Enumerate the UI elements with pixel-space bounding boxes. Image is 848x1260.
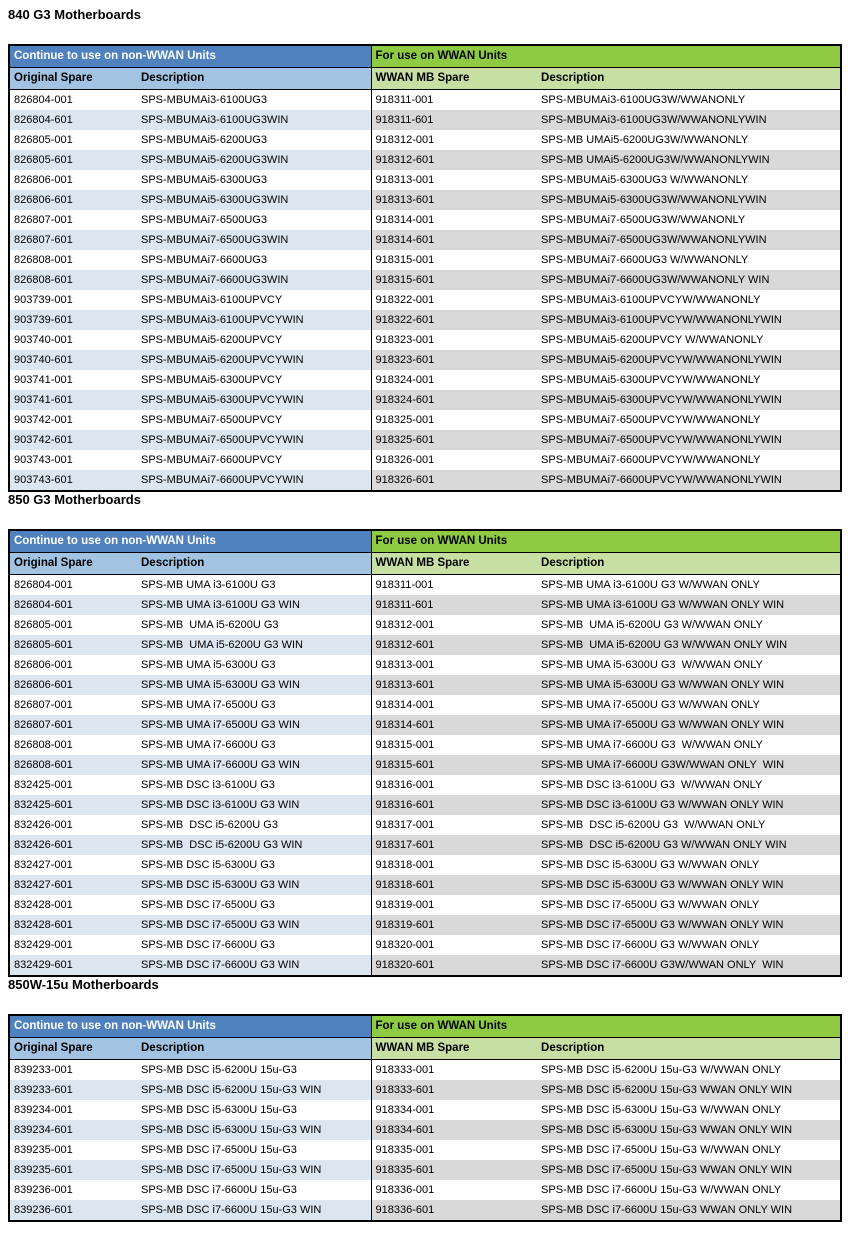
wwan-description-cell: SPS-MB DSC i7-6600U 15u-G3 WWAN ONLY WIN bbox=[537, 1200, 841, 1221]
non-wwan-description-cell: SPS-MBUMAi5-6300UPVCY bbox=[137, 370, 371, 390]
original-spare-cell: 903740-001 bbox=[9, 330, 137, 350]
table-row bbox=[9, 795, 841, 815]
table-body bbox=[9, 90, 841, 492]
wwan-description-cell: SPS-MBUMAi5-6300UG3W/WWANONLYWIN bbox=[537, 190, 841, 210]
table-row bbox=[9, 1120, 841, 1140]
non-wwan-description-cell: SPS-MBUMAi7-6600UPVCYWIN bbox=[137, 470, 371, 491]
non-wwan-description-cell: SPS-MBUMAi3-6100UPVCY bbox=[137, 290, 371, 310]
original-spare-cell: 826808-601 bbox=[9, 755, 137, 775]
non-wwan-description-cell: SPS-MBUMAi5-6200UG3 bbox=[137, 130, 371, 150]
wwan-spare-cell: 918326-001 bbox=[371, 450, 537, 470]
wwan-description-cell: SPS-MB UMA i7-6600U G3W/WWAN ONLY WIN bbox=[537, 755, 841, 775]
original-spare-cell: 832425-001 bbox=[9, 775, 137, 795]
original-spare-cell: 839236-601 bbox=[9, 1200, 137, 1221]
table-row bbox=[9, 775, 841, 795]
table-row bbox=[9, 330, 841, 350]
wwan-description-cell: SPS-MB UMA i7-6600U G3 W/WWAN ONLY bbox=[537, 735, 841, 755]
column-header-row bbox=[9, 553, 841, 575]
original-spare-cell: 839234-001 bbox=[9, 1100, 137, 1120]
wwan-description-cell: SPS-MB DSC i5-6300U 15u-G3 W/WWAN ONLY bbox=[537, 1100, 841, 1120]
original-spare-cell: 903743-601 bbox=[9, 470, 137, 491]
non-wwan-description-cell: SPS-MB DSC i5-6300U G3 bbox=[137, 855, 371, 875]
original-spare-cell: 826808-001 bbox=[9, 250, 137, 270]
wwan-spare-cell: 918334-601 bbox=[371, 1120, 537, 1140]
table-row bbox=[9, 635, 841, 655]
original-spare-cell: 826805-601 bbox=[9, 635, 137, 655]
original-spare-cell: 826804-001 bbox=[9, 90, 137, 111]
original-spare-cell: 903739-001 bbox=[9, 290, 137, 310]
wwan-description-cell: SPS-MB DSC i7-6500U 15u-G3 WWAN ONLY WIN bbox=[537, 1160, 841, 1180]
wwan-spare-cell: 918324-601 bbox=[371, 390, 537, 410]
table-row bbox=[9, 655, 841, 675]
table-row bbox=[9, 615, 841, 635]
table-row bbox=[9, 815, 841, 835]
wwan-description-cell: SPS-MB UMA i5-6300U G3 W/WWAN ONLY bbox=[537, 655, 841, 675]
wwan-spare-cell: 918323-001 bbox=[371, 330, 537, 350]
original-spare-cell: 903740-601 bbox=[9, 350, 137, 370]
wwan-description-cell: SPS-MB DSC i5-6300U G3 W/WWAN ONLY WIN bbox=[537, 875, 841, 895]
wwan-spare-cell: 918319-001 bbox=[371, 895, 537, 915]
wwan-description-cell: SPS-MBUMAi7-6500UPVCYW/WWANONLY bbox=[537, 410, 841, 430]
wwan-spare-cell: 918325-601 bbox=[371, 430, 537, 450]
wwan-spare-cell: 918313-001 bbox=[371, 170, 537, 190]
non-wwan-description-cell: SPS-MB DSC i7-6600U G3 bbox=[137, 935, 371, 955]
table-row bbox=[9, 895, 841, 915]
table-row bbox=[9, 90, 841, 111]
table-row bbox=[9, 1140, 841, 1160]
original-spare-cell: 832427-001 bbox=[9, 855, 137, 875]
column-header-wwan-mb-spare: WWAN MB Spare bbox=[371, 1038, 537, 1060]
wwan-description-cell: SPS-MBUMAi5-6300UPVCYW/WWANONLYWIN bbox=[537, 390, 841, 410]
wwan-spare-cell: 918315-601 bbox=[371, 270, 537, 290]
non-wwan-description-cell: SPS-MB DSC i7-6600U 15u-G3 bbox=[137, 1180, 371, 1200]
non-wwan-description-cell: SPS-MB DSC i7-6600U 15u-G3 WIN bbox=[137, 1200, 371, 1221]
wwan-description-cell: SPS-MBUMAi7-6600UPVCYW/WWANONLY bbox=[537, 450, 841, 470]
section-850w-15u bbox=[8, 977, 840, 1222]
wwan-description-cell: SPS-MBUMAi3-6100UPVCYW/WWANONLYWIN bbox=[537, 310, 841, 330]
table-row bbox=[9, 915, 841, 935]
wwan-spare-cell: 918326-601 bbox=[371, 470, 537, 491]
table-row bbox=[9, 190, 841, 210]
table-row bbox=[9, 1180, 841, 1200]
non-wwan-description-cell: SPS-MBUMAi7-6600UG3 bbox=[137, 250, 371, 270]
wwan-description-cell: SPS-MB UMA i5-6300U G3 W/WWAN ONLY WIN bbox=[537, 675, 841, 695]
wwan-spare-cell: 918315-601 bbox=[371, 755, 537, 775]
original-spare-cell: 839233-001 bbox=[9, 1060, 137, 1081]
wwan-spare-cell: 918313-601 bbox=[371, 675, 537, 695]
original-spare-cell: 832428-601 bbox=[9, 915, 137, 935]
wwan-description-cell: SPS-MBUMAi5-6300UG3 W/WWANONLY bbox=[537, 170, 841, 190]
column-header-description-wwan: Description bbox=[537, 1038, 841, 1060]
wwan-description-cell: SPS-MBUMAi7-6600UG3 W/WWANONLY bbox=[537, 250, 841, 270]
original-spare-cell: 826808-601 bbox=[9, 270, 137, 290]
table-row bbox=[9, 735, 841, 755]
table-row bbox=[9, 1200, 841, 1221]
table-row bbox=[9, 150, 841, 170]
table-row bbox=[9, 450, 841, 470]
table-row bbox=[9, 250, 841, 270]
original-spare-cell: 903741-001 bbox=[9, 370, 137, 390]
original-spare-cell: 832425-601 bbox=[9, 795, 137, 815]
table-row bbox=[9, 410, 841, 430]
group-header-non-wwan: Continue to use on non-WWAN Units bbox=[9, 1015, 371, 1038]
original-spare-cell: 826807-001 bbox=[9, 210, 137, 230]
non-wwan-description-cell: SPS-MBUMAi7-6600UPVCY bbox=[137, 450, 371, 470]
column-header-description-non-wwan: Description bbox=[137, 1038, 371, 1060]
non-wwan-description-cell: SPS-MBUMAi7-6600UG3WIN bbox=[137, 270, 371, 290]
original-spare-cell: 826804-601 bbox=[9, 595, 137, 615]
wwan-spare-cell: 918314-601 bbox=[371, 230, 537, 250]
wwan-spare-cell: 918335-601 bbox=[371, 1160, 537, 1180]
table-row bbox=[9, 935, 841, 955]
original-spare-cell: 826806-601 bbox=[9, 190, 137, 210]
non-wwan-description-cell: SPS-MB DSC i5-6200U 15u-G3 WIN bbox=[137, 1080, 371, 1100]
table-row bbox=[9, 210, 841, 230]
column-header-wwan-mb-spare: WWAN MB Spare bbox=[371, 68, 537, 90]
spares-table-840-g3 bbox=[8, 44, 842, 492]
table-row bbox=[9, 110, 841, 130]
wwan-spare-cell: 918336-001 bbox=[371, 1180, 537, 1200]
section-title-850-g3: 850 G3 Motherboards bbox=[8, 492, 141, 507]
table-row bbox=[9, 310, 841, 330]
wwan-description-cell: SPS-MBUMAi5-6300UPVCYW/WWANONLY bbox=[537, 370, 841, 390]
table-row bbox=[9, 1080, 841, 1100]
wwan-description-cell: SPS-MB DSC i7-6500U G3 W/WWAN ONLY WIN bbox=[537, 915, 841, 935]
non-wwan-description-cell: SPS-MBUMAi5-6200UPVCYWIN bbox=[137, 350, 371, 370]
original-spare-cell: 839235-601 bbox=[9, 1160, 137, 1180]
non-wwan-description-cell: SPS-MBUMAi5-6200UPVCY bbox=[137, 330, 371, 350]
non-wwan-description-cell: SPS-MBUMAi7-6500UG3 bbox=[137, 210, 371, 230]
table-row bbox=[9, 230, 841, 250]
non-wwan-description-cell: SPS-MB DSC i7-6500U G3 bbox=[137, 895, 371, 915]
table-body bbox=[9, 575, 841, 977]
non-wwan-description-cell: SPS-MB DSC i5-6300U G3 WIN bbox=[137, 875, 371, 895]
table-row bbox=[9, 595, 841, 615]
wwan-description-cell: SPS-MB UMAi5-6200UG3W/WWANONLY bbox=[537, 130, 841, 150]
column-header-description-wwan: Description bbox=[537, 68, 841, 90]
column-header-row bbox=[9, 1038, 841, 1060]
group-header-row bbox=[9, 45, 841, 68]
wwan-description-cell: SPS-MB DSC i5-6200U 15u-G3 WWAN ONLY WIN bbox=[537, 1080, 841, 1100]
table-row bbox=[9, 695, 841, 715]
non-wwan-description-cell: SPS-MBUMAi5-6300UPVCYWIN bbox=[137, 390, 371, 410]
non-wwan-description-cell: SPS-MB DSC i3-6100U G3 WIN bbox=[137, 795, 371, 815]
wwan-description-cell: SPS-MB DSC i7-6600U G3W/WWAN ONLY WIN bbox=[537, 955, 841, 976]
column-header-description-non-wwan: Description bbox=[137, 68, 371, 90]
table-row bbox=[9, 1060, 841, 1081]
non-wwan-description-cell: SPS-MBUMAi5-6300UG3 bbox=[137, 170, 371, 190]
wwan-spare-cell: 918312-601 bbox=[371, 635, 537, 655]
group-header-wwan: For use on WWAN Units bbox=[371, 1015, 841, 1038]
table-row bbox=[9, 575, 841, 596]
wwan-description-cell: SPS-MBUMAi3-6100UG3W/WWANONLYWIN bbox=[537, 110, 841, 130]
table-row bbox=[9, 290, 841, 310]
original-spare-cell: 832427-601 bbox=[9, 875, 137, 895]
wwan-spare-cell: 918311-601 bbox=[371, 595, 537, 615]
table-row bbox=[9, 1160, 841, 1180]
wwan-spare-cell: 918317-601 bbox=[371, 835, 537, 855]
original-spare-cell: 839236-001 bbox=[9, 1180, 137, 1200]
non-wwan-description-cell: SPS-MB DSC i7-6600U G3 WIN bbox=[137, 955, 371, 976]
table-row bbox=[9, 675, 841, 695]
non-wwan-description-cell: SPS-MB UMA i7-6600U G3 WIN bbox=[137, 755, 371, 775]
original-spare-cell: 826805-001 bbox=[9, 130, 137, 150]
table-row bbox=[9, 715, 841, 735]
wwan-spare-cell: 918311-001 bbox=[371, 90, 537, 111]
table-row bbox=[9, 270, 841, 290]
group-header-wwan: For use on WWAN Units bbox=[371, 530, 841, 553]
non-wwan-description-cell: SPS-MB UMA i7-6600U G3 bbox=[137, 735, 371, 755]
non-wwan-description-cell: SPS-MB UMA i7-6500U G3 bbox=[137, 695, 371, 715]
wwan-spare-cell: 918336-601 bbox=[371, 1200, 537, 1221]
original-spare-cell: 839235-001 bbox=[9, 1140, 137, 1160]
original-spare-cell: 839234-601 bbox=[9, 1120, 137, 1140]
original-spare-cell: 826804-001 bbox=[9, 575, 137, 596]
non-wwan-description-cell: SPS-MBUMAi5-6200UG3WIN bbox=[137, 150, 371, 170]
non-wwan-description-cell: SPS-MB UMA i7-6500U G3 WIN bbox=[137, 715, 371, 735]
wwan-description-cell: SPS-MBUMAi5-6200UPVCYW/WWANONLYWIN bbox=[537, 350, 841, 370]
wwan-description-cell: SPS-MB DSC i5-6200U 15u-G3 W/WWAN ONLY bbox=[537, 1060, 841, 1081]
original-spare-cell: 826806-001 bbox=[9, 170, 137, 190]
original-spare-cell: 832426-001 bbox=[9, 815, 137, 835]
original-spare-cell: 826807-601 bbox=[9, 230, 137, 250]
column-header-wwan-mb-spare: WWAN MB Spare bbox=[371, 553, 537, 575]
table-row bbox=[9, 130, 841, 150]
wwan-spare-cell: 918320-001 bbox=[371, 935, 537, 955]
wwan-description-cell: SPS-MB UMAi5-6200UG3W/WWANONLYWIN bbox=[537, 150, 841, 170]
non-wwan-description-cell: SPS-MB DSC i5-6200U G3 WIN bbox=[137, 835, 371, 855]
wwan-spare-cell: 918311-001 bbox=[371, 575, 537, 596]
original-spare-cell: 839233-601 bbox=[9, 1080, 137, 1100]
table-row bbox=[9, 370, 841, 390]
non-wwan-description-cell: SPS-MB UMA i5-6200U G3 WIN bbox=[137, 635, 371, 655]
original-spare-cell: 826805-001 bbox=[9, 615, 137, 635]
wwan-description-cell: SPS-MB DSC i7-6600U G3 W/WWAN ONLY bbox=[537, 935, 841, 955]
original-spare-cell: 903743-001 bbox=[9, 450, 137, 470]
wwan-spare-cell: 918317-001 bbox=[371, 815, 537, 835]
wwan-spare-cell: 918333-601 bbox=[371, 1080, 537, 1100]
spares-table-850-g3 bbox=[8, 529, 842, 977]
non-wwan-description-cell: SPS-MBUMAi3-6100UG3 bbox=[137, 90, 371, 111]
table-row bbox=[9, 855, 841, 875]
original-spare-cell: 903742-601 bbox=[9, 430, 137, 450]
wwan-spare-cell: 918315-001 bbox=[371, 250, 537, 270]
wwan-spare-cell: 918322-001 bbox=[371, 290, 537, 310]
wwan-spare-cell: 918314-601 bbox=[371, 715, 537, 735]
wwan-spare-cell: 918322-601 bbox=[371, 310, 537, 330]
table-row bbox=[9, 390, 841, 410]
group-header-non-wwan: Continue to use on non-WWAN Units bbox=[9, 45, 371, 68]
original-spare-cell: 826804-601 bbox=[9, 110, 137, 130]
original-spare-cell: 832429-001 bbox=[9, 935, 137, 955]
spares-table-850w-15u bbox=[8, 1014, 842, 1222]
wwan-spare-cell: 918320-601 bbox=[371, 955, 537, 976]
original-spare-cell: 903739-601 bbox=[9, 310, 137, 330]
wwan-description-cell: SPS-MB DSC i7-6500U G3 W/WWAN ONLY bbox=[537, 895, 841, 915]
non-wwan-description-cell: SPS-MBUMAi7-6500UG3WIN bbox=[137, 230, 371, 250]
non-wwan-description-cell: SPS-MB UMA i5-6200U G3 bbox=[137, 615, 371, 635]
wwan-description-cell: SPS-MB DSC i5-6200U G3 W/WWAN ONLY bbox=[537, 815, 841, 835]
non-wwan-description-cell: SPS-MB DSC i5-6300U 15u-G3 WIN bbox=[137, 1120, 371, 1140]
wwan-description-cell: SPS-MBUMAi7-6600UPVCYW/WWANONLYWIN bbox=[537, 470, 841, 491]
non-wwan-description-cell: SPS-MB DSC i5-6200U G3 bbox=[137, 815, 371, 835]
wwan-description-cell: SPS-MB DSC i3-6100U G3 W/WWAN ONLY bbox=[537, 775, 841, 795]
group-header-row bbox=[9, 530, 841, 553]
table-row bbox=[9, 755, 841, 775]
original-spare-cell: 826805-601 bbox=[9, 150, 137, 170]
wwan-description-cell: SPS-MBUMAi3-6100UG3W/WWANONLY bbox=[537, 90, 841, 111]
original-spare-cell: 826806-601 bbox=[9, 675, 137, 695]
wwan-description-cell: SPS-MBUMAi3-6100UPVCYW/WWANONLY bbox=[537, 290, 841, 310]
wwan-description-cell: SPS-MB DSC i5-6300U 15u-G3 WWAN ONLY WIN bbox=[537, 1120, 841, 1140]
wwan-description-cell: SPS-MB UMA i7-6500U G3 W/WWAN ONLY WIN bbox=[537, 715, 841, 735]
wwan-spare-cell: 918312-001 bbox=[371, 130, 537, 150]
table-row bbox=[9, 170, 841, 190]
column-header-description-non-wwan: Description bbox=[137, 553, 371, 575]
non-wwan-description-cell: SPS-MBUMAi7-6500UPVCYWIN bbox=[137, 430, 371, 450]
wwan-spare-cell: 918318-601 bbox=[371, 875, 537, 895]
table-row bbox=[9, 350, 841, 370]
original-spare-cell: 832428-001 bbox=[9, 895, 137, 915]
original-spare-cell: 826808-001 bbox=[9, 735, 137, 755]
wwan-description-cell: SPS-MB DSC i7-6600U 15u-G3 W/WWAN ONLY bbox=[537, 1180, 841, 1200]
non-wwan-description-cell: SPS-MB DSC i7-6500U 15u-G3 bbox=[137, 1140, 371, 1160]
table-row bbox=[9, 955, 841, 976]
original-spare-cell: 826807-601 bbox=[9, 715, 137, 735]
wwan-spare-cell: 918324-001 bbox=[371, 370, 537, 390]
wwan-description-cell: SPS-MBUMAi7-6500UG3W/WWANONLY bbox=[537, 210, 841, 230]
group-header-row bbox=[9, 1015, 841, 1038]
table-body bbox=[9, 1060, 841, 1222]
wwan-spare-cell: 918313-001 bbox=[371, 655, 537, 675]
non-wwan-description-cell: SPS-MBUMAi3-6100UPVCYWIN bbox=[137, 310, 371, 330]
original-spare-cell: 832426-601 bbox=[9, 835, 137, 855]
wwan-description-cell: SPS-MB UMA i3-6100U G3 W/WWAN ONLY WIN bbox=[537, 595, 841, 615]
non-wwan-description-cell: SPS-MB DSC i3-6100U G3 bbox=[137, 775, 371, 795]
original-spare-cell: 903742-001 bbox=[9, 410, 137, 430]
table-row bbox=[9, 430, 841, 450]
wwan-spare-cell: 918323-601 bbox=[371, 350, 537, 370]
wwan-spare-cell: 918315-001 bbox=[371, 735, 537, 755]
wwan-description-cell: SPS-MB UMA i7-6500U G3 W/WWAN ONLY bbox=[537, 695, 841, 715]
non-wwan-description-cell: SPS-MB UMA i3-6100U G3 WIN bbox=[137, 595, 371, 615]
wwan-spare-cell: 918316-001 bbox=[371, 775, 537, 795]
wwan-description-cell: SPS-MB UMA i5-6200U G3 W/WWAN ONLY bbox=[537, 615, 841, 635]
wwan-spare-cell: 918312-001 bbox=[371, 615, 537, 635]
original-spare-cell: 826807-001 bbox=[9, 695, 137, 715]
wwan-description-cell: SPS-MBUMAi7-6600UG3W/WWANONLY WIN bbox=[537, 270, 841, 290]
wwan-spare-cell: 918314-001 bbox=[371, 210, 537, 230]
wwan-description-cell: SPS-MB DSC i3-6100U G3 W/WWAN ONLY WIN bbox=[537, 795, 841, 815]
non-wwan-description-cell: SPS-MBUMAi3-6100UG3WIN bbox=[137, 110, 371, 130]
non-wwan-description-cell: SPS-MB DSC i5-6200U 15u-G3 bbox=[137, 1060, 371, 1081]
wwan-description-cell: SPS-MBUMAi5-6200UPVCY W/WWANONLY bbox=[537, 330, 841, 350]
wwan-spare-cell: 918316-601 bbox=[371, 795, 537, 815]
column-header-original-spare: Original Spare bbox=[9, 1038, 137, 1060]
wwan-description-cell: SPS-MB DSC i7-6500U 15u-G3 W/WWAN ONLY bbox=[537, 1140, 841, 1160]
table-row bbox=[9, 835, 841, 855]
wwan-spare-cell: 918311-601 bbox=[371, 110, 537, 130]
wwan-spare-cell: 918334-001 bbox=[371, 1100, 537, 1120]
section-840-g3 bbox=[8, 7, 840, 492]
wwan-spare-cell: 918333-001 bbox=[371, 1060, 537, 1081]
wwan-description-cell: SPS-MBUMAi7-6500UPVCYW/WWANONLYWIN bbox=[537, 430, 841, 450]
non-wwan-description-cell: SPS-MBUMAi7-6500UPVCY bbox=[137, 410, 371, 430]
wwan-description-cell: SPS-MB UMA i5-6200U G3 W/WWAN ONLY WIN bbox=[537, 635, 841, 655]
non-wwan-description-cell: SPS-MB DSC i5-6300U 15u-G3 bbox=[137, 1100, 371, 1120]
wwan-description-cell: SPS-MB DSC i5-6200U G3 W/WWAN ONLY WIN bbox=[537, 835, 841, 855]
table-row bbox=[9, 470, 841, 491]
wwan-spare-cell: 918313-601 bbox=[371, 190, 537, 210]
column-header-original-spare: Original Spare bbox=[9, 553, 137, 575]
original-spare-cell: 826806-001 bbox=[9, 655, 137, 675]
non-wwan-description-cell: SPS-MB DSC i7-6500U G3 WIN bbox=[137, 915, 371, 935]
original-spare-cell: 903741-601 bbox=[9, 390, 137, 410]
group-header-wwan: For use on WWAN Units bbox=[371, 45, 841, 68]
column-header-description-wwan: Description bbox=[537, 553, 841, 575]
column-header-original-spare: Original Spare bbox=[9, 68, 137, 90]
section-title-850w-15u: 850W-15u Motherboards bbox=[8, 977, 159, 992]
wwan-spare-cell: 918319-601 bbox=[371, 915, 537, 935]
wwan-spare-cell: 918335-001 bbox=[371, 1140, 537, 1160]
section-850-g3 bbox=[8, 492, 840, 977]
table-row bbox=[9, 1100, 841, 1120]
non-wwan-description-cell: SPS-MB UMA i5-6300U G3 WIN bbox=[137, 675, 371, 695]
wwan-spare-cell: 918318-001 bbox=[371, 855, 537, 875]
non-wwan-description-cell: SPS-MB UMA i3-6100U G3 bbox=[137, 575, 371, 596]
non-wwan-description-cell: SPS-MB UMA i5-6300U G3 bbox=[137, 655, 371, 675]
table-row bbox=[9, 875, 841, 895]
section-title-840-g3: 840 G3 Motherboards bbox=[8, 7, 141, 22]
non-wwan-description-cell: SPS-MBUMAi5-6300UG3WIN bbox=[137, 190, 371, 210]
wwan-description-cell: SPS-MBUMAi7-6500UG3W/WWANONLYWIN bbox=[537, 230, 841, 250]
wwan-spare-cell: 918312-601 bbox=[371, 150, 537, 170]
non-wwan-description-cell: SPS-MB DSC i7-6500U 15u-G3 WIN bbox=[137, 1160, 371, 1180]
wwan-spare-cell: 918325-001 bbox=[371, 410, 537, 430]
wwan-description-cell: SPS-MB DSC i5-6300U G3 W/WWAN ONLY bbox=[537, 855, 841, 875]
original-spare-cell: 832429-601 bbox=[9, 955, 137, 976]
group-header-non-wwan: Continue to use on non-WWAN Units bbox=[9, 530, 371, 553]
wwan-spare-cell: 918314-001 bbox=[371, 695, 537, 715]
column-header-row bbox=[9, 68, 841, 90]
wwan-description-cell: SPS-MB UMA i3-6100U G3 W/WWAN ONLY bbox=[537, 575, 841, 596]
